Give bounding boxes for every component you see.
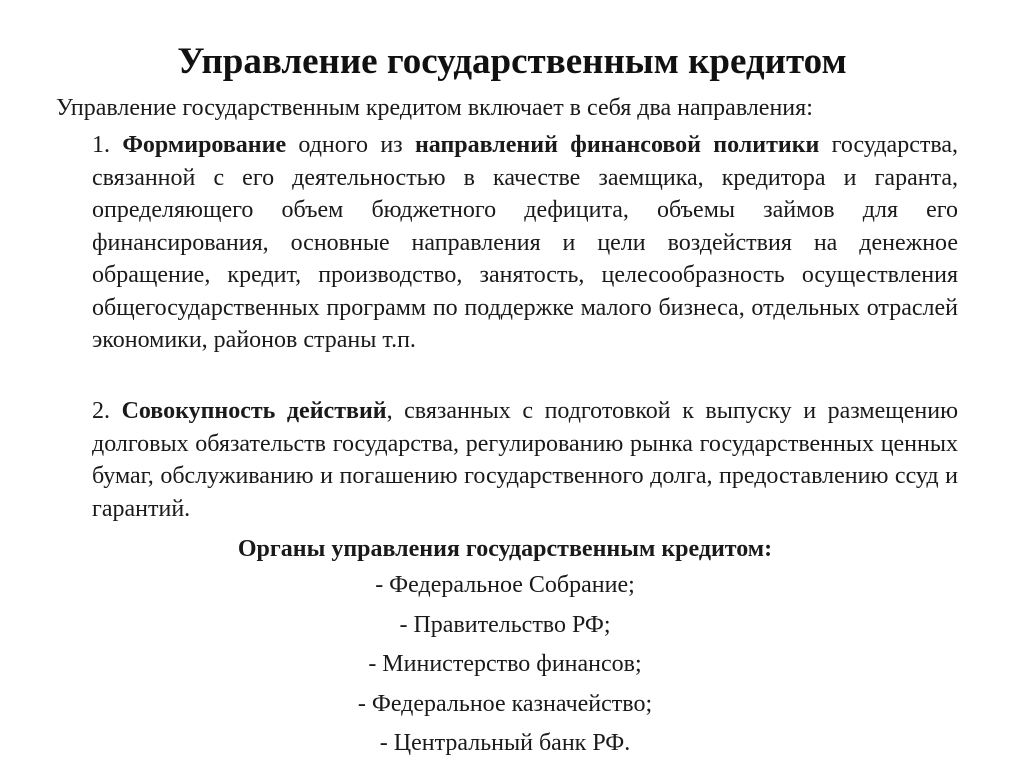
slide-title: Управление государственным кредитом — [177, 41, 847, 82]
organ-item: - Федеральное Собрание; — [375, 572, 635, 598]
item-1-text-b: государства, связанной с его деятельностью в качестве заемщика, кредитора и гаранта, определяющего объем бюджетного дефицита, объемы займов для его финансирования, основные направления и цели воздействия на денежное обращение, кредит, производство, занятость, целесообразность осуществления общегосударственных программ по поддержке малого бизнеса, отдельных отраслей экономики, районов страны т.п. — [92, 132, 959, 353]
item-2-bold-lead: Совокупность действий — [121, 398, 387, 424]
organs-heading: Органы управления государственным кредитом: — [237, 536, 773, 562]
organ-item: - Правительство РФ; — [399, 611, 611, 638]
item-1-bold-lead: Формирование — [122, 132, 287, 158]
item-2-number: 2. — [92, 398, 110, 424]
organ-item: - Министерство финансов; — [368, 651, 642, 677]
item-1-bold-mid: направлений финансовой политики — [414, 132, 820, 158]
item-1-paragraph — [92, 129, 958, 357]
organ-item: - Центральный банк РФ. — [379, 730, 631, 756]
item-1-number: 1. — [92, 132, 110, 158]
item-2-text-a: , связанных с подготовкой к выпуску и размещению долговых обязательств государства, регулированию рынка государственных ценных бумаг, обслуживанию и погашению государственного долга, предоставлению ссуд и гарантий. — [92, 398, 959, 522]
organs-list — [0, 570, 1010, 768]
item-1-text-a: одного из — [286, 132, 415, 158]
intro-text: Управление государственным кредитом включает в себя два направления: — [56, 95, 813, 121]
item-2-paragraph — [92, 395, 958, 525]
organ-item: - Федеральное казначейство; — [357, 690, 653, 717]
